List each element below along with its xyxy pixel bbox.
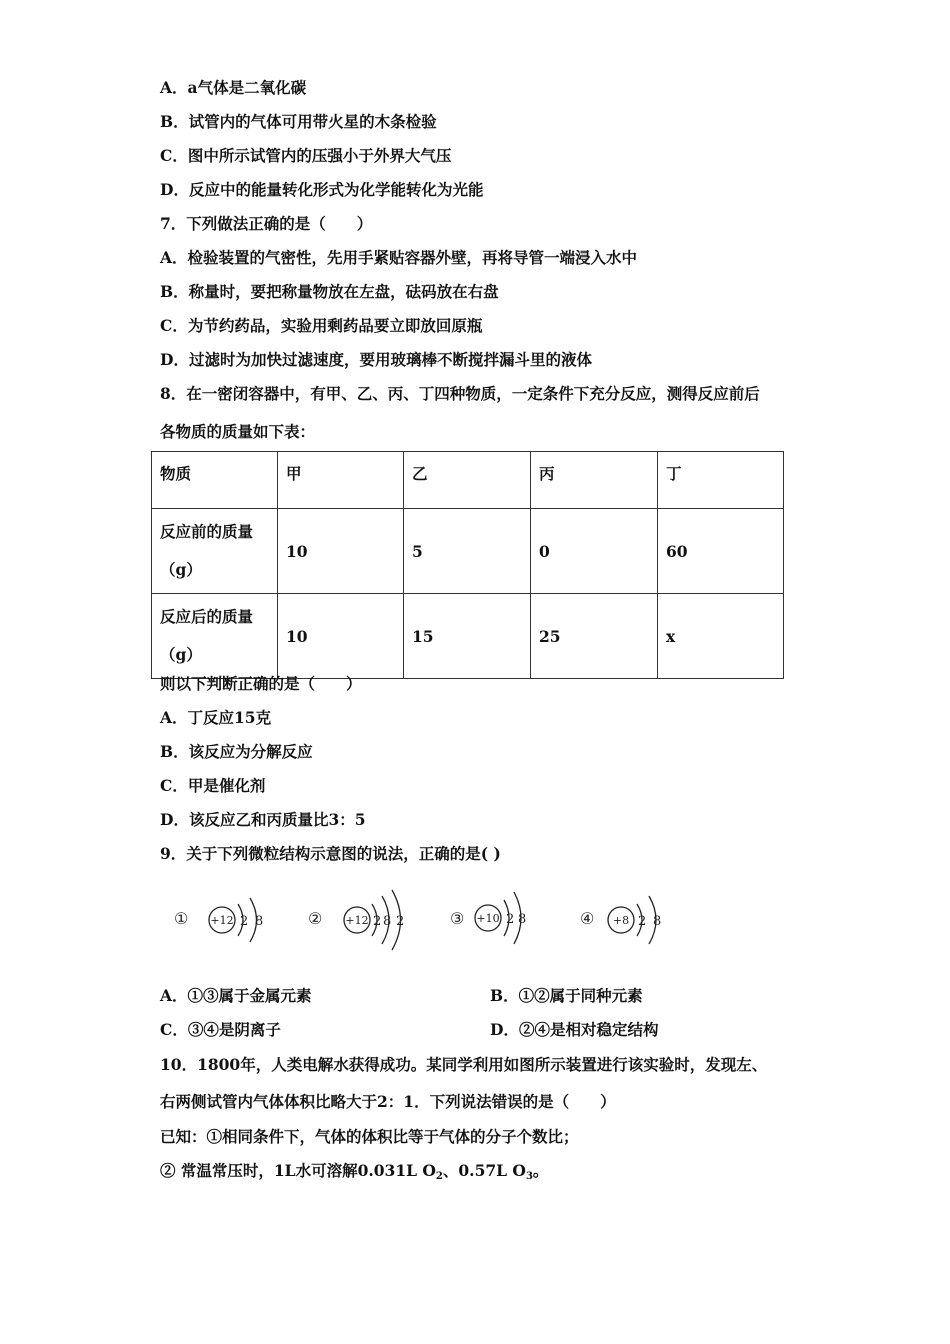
shell-electrons: 2 bbox=[506, 912, 515, 927]
atom-diagram-2 bbox=[308, 890, 404, 950]
table-row-label bbox=[152, 509, 278, 594]
atom-diagram-4 bbox=[580, 896, 661, 944]
table-header-cell: 甲 bbox=[278, 452, 404, 509]
q7-option-a: A．检验装置的气密性，先用手紧贴容器外壁，再将导管一端浸入水中 bbox=[160, 248, 638, 267]
table-header-cell: 物质 bbox=[152, 452, 278, 509]
table-cell: 10 bbox=[278, 509, 404, 594]
diagram-index: ④ bbox=[580, 909, 595, 928]
diagram-index: ③ bbox=[450, 909, 465, 928]
subscript: 3 bbox=[525, 1171, 533, 1182]
table-row bbox=[152, 509, 784, 594]
known-text: ② 常温常压时，1L水可溶解0.031L O bbox=[160, 1161, 436, 1180]
nucleus-charge: +8 bbox=[612, 914, 630, 927]
table-row bbox=[152, 594, 784, 679]
nucleus-charge: +10 bbox=[476, 912, 500, 925]
table-cell: 15 bbox=[404, 594, 531, 679]
atom-diagram-3 bbox=[450, 892, 526, 944]
q10-known-line2 bbox=[160, 1161, 548, 1187]
table-cell: 10 bbox=[278, 594, 404, 679]
q8-option-a: A．丁反应15克 bbox=[160, 708, 272, 727]
diagram-index: ② bbox=[308, 909, 323, 928]
shell-electrons: 2 bbox=[638, 914, 647, 929]
table-row-label bbox=[152, 594, 278, 679]
q8-option-c: C．甲是催化剂 bbox=[160, 776, 266, 795]
table-cell: 0 bbox=[531, 509, 658, 594]
q8-question: 则以下判断正确的是（ ） bbox=[160, 674, 362, 693]
table-cell: 60 bbox=[658, 509, 784, 594]
shell-electrons: 2 bbox=[396, 914, 405, 929]
q9-stem: 9．关于下列微粒结构示意图的说法，正确的是( ) bbox=[160, 844, 501, 863]
q6-option-a: A．a气体是二氧化碳 bbox=[160, 78, 307, 97]
shell-electrons: 2 bbox=[373, 914, 382, 929]
known-text: 、0.57L O bbox=[442, 1161, 526, 1180]
table-cell: 5 bbox=[404, 509, 531, 594]
atom-diagram-1 bbox=[174, 898, 263, 942]
q6-option-d: D．反应中的能量转化形式为化学能转化为光能 bbox=[160, 180, 484, 199]
q10-stem-line1: 10．1800年，人类电解水获得成功。某同学利用如图所示装置进行该实验时，发现左、 bbox=[160, 1055, 768, 1074]
q9-option-b: B．①②属于同种元素 bbox=[490, 986, 643, 1005]
q9-option-c: C．③④是阴离子 bbox=[160, 1020, 281, 1039]
q8-stem-line1: 8．在一密闭容器中，有甲、乙、丙、丁四种物质，一定条件下充分反应，测得反应前后 bbox=[160, 384, 760, 403]
table-cell: 25 bbox=[531, 594, 658, 679]
table-header-cell: 丙 bbox=[531, 452, 658, 509]
q9-option-a: A．①③属于金属元素 bbox=[160, 986, 312, 1005]
shell-electrons: 8 bbox=[653, 914, 662, 929]
nucleus-charge: +12 bbox=[210, 914, 234, 927]
row-label-line1: 反应前的质量 bbox=[160, 522, 254, 541]
q8-option-d: D．该反应乙和丙质量比3：5 bbox=[160, 810, 366, 829]
q10-known-line1: 已知：①相同条件下，气体的体积比等于气体的分子个数比； bbox=[160, 1127, 579, 1146]
row-label-line2: （g） bbox=[160, 645, 202, 664]
table-cell: x bbox=[658, 594, 784, 679]
q6-option-c: C．图中所示试管内的压强小于外界大气压 bbox=[160, 146, 452, 165]
q8-stem-line2: 各物质的质量如下表： bbox=[160, 422, 316, 441]
nucleus-charge: +12 bbox=[345, 914, 369, 927]
q8-option-b: B．该反应为分解反应 bbox=[160, 742, 313, 761]
known-text: 。 bbox=[532, 1161, 549, 1180]
atomic-structure-diagrams bbox=[160, 880, 720, 960]
mass-table bbox=[151, 451, 784, 679]
diagram-index: ① bbox=[174, 909, 189, 928]
q7-option-b: B．称量时，要把称量物放在左盘，砝码放在右盘 bbox=[160, 282, 499, 301]
subscript: 2 bbox=[435, 1171, 443, 1182]
shell-electrons: 8 bbox=[255, 914, 264, 929]
q10-stem-line2: 右两侧试管内气体体积比略大于2：1．下列说法错误的是（ ） bbox=[160, 1092, 616, 1111]
shell-electrons: 8 bbox=[518, 912, 527, 927]
q7-option-c: C．为节约药品，实验用剩药品要立即放回原瓶 bbox=[160, 316, 483, 335]
shell-electrons: 8 bbox=[383, 914, 392, 929]
table-header-cell: 乙 bbox=[404, 452, 531, 509]
q7-option-d: D．过滤时为加快过滤速度，要用玻璃棒不断搅拌漏斗里的液体 bbox=[160, 350, 592, 369]
row-label-line1: 反应后的质量 bbox=[160, 607, 254, 626]
shell-electrons: 2 bbox=[240, 914, 249, 929]
table-header-row bbox=[152, 452, 784, 509]
row-label-line2: （g） bbox=[160, 560, 202, 579]
q6-option-b: B．试管内的气体可用带火星的木条检验 bbox=[160, 112, 437, 131]
q9-option-d: D．②④是相对稳定结构 bbox=[490, 1020, 659, 1039]
q7-stem: 7．下列做法正确的是（ ） bbox=[160, 214, 373, 233]
table-header-cell: 丁 bbox=[658, 452, 784, 509]
